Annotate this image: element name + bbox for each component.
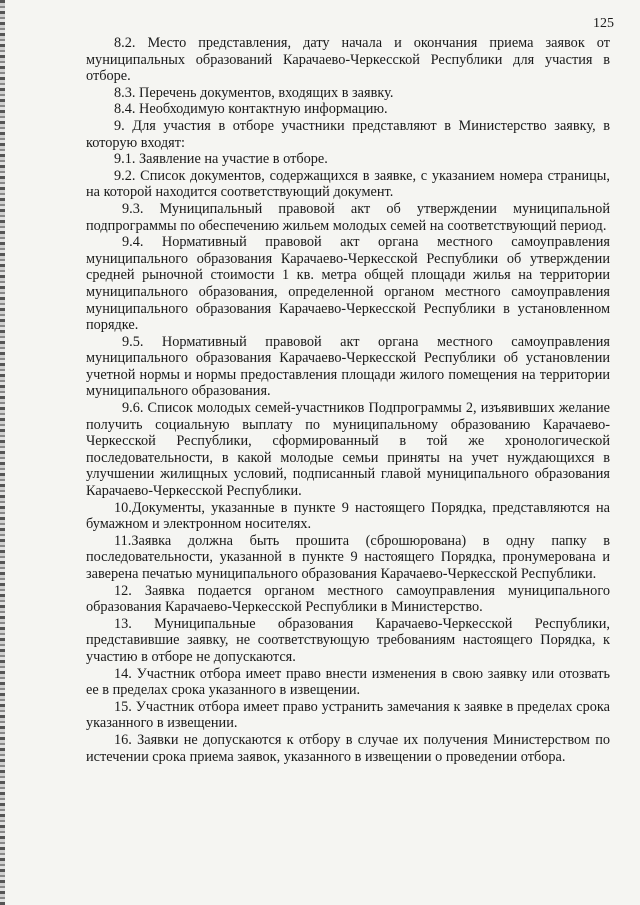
scan-edge xyxy=(0,0,5,905)
paragraph-13: 13. Муниципальные образования Карачаево-Черкесской Республики, представившие заявку, не соответствующую требованиям настоящего Порядка, к участию в отборе не допускаются. xyxy=(86,615,610,665)
paragraph-10: 10.Документы, указанные в пункте 9 настоящего Порядка, представляются на бумажном и электронном носителях. xyxy=(86,499,610,533)
paragraph-12: 12. Заявка подается органом местного самоуправления муниципального образования Карачаево-Черкесской Республики в Министерство. xyxy=(86,582,610,616)
paragraph-15: 15. Участник отбора имеет право устранить замечания к заявке в пределах срока указанного в извещении. xyxy=(86,698,610,732)
paragraph-8-4: 8.4. Необходимую контактную информацию. xyxy=(114,101,388,118)
paragraph-9-3: 9.3. Муниципальный правовой акт об утверждении муниципальной подпрограммы по обеспечению жильем молодых семей на соответствующий период. xyxy=(86,200,610,234)
paragraph-9: 9. Для участия в отборе участники представляют в Министерство заявку, в которую входят: xyxy=(86,117,610,151)
paragraph-8-2: 8.2. Место представления, дату начала и окончания приема заявок от муниципальных образований Карачаево-Черкесской Республики для участия в отборе. xyxy=(86,35,610,85)
paragraph-14: 14. Участник отбора имеет право внести изменения в свою заявку или отозвать ее в пределах срока указанного в извещении. xyxy=(86,665,610,699)
document-body xyxy=(86,35,610,765)
paragraph-9-4: 9.4. Нормативный правовой акт органа местного самоуправления муниципального образования Карачаево-Черкесской Республики об утверждении средней рыночной стоимости 1 кв. метра общей площади жилья на территории муниципального образования, определенной органом местного самоуправления муниципального образования Карачаево-Черкесской Республики в установленном порядке. xyxy=(86,234,610,334)
paragraph-8-3: 8.3. Перечень документов, входящих в заявку. xyxy=(114,84,394,101)
paragraph-9-1: 9.1. Заявление на участие в отборе. xyxy=(114,151,328,168)
paragraph-9-2: 9.2. Список документов, содержащихся в заявке, с указанием номера страницы, на которой находится соответствующий документ. xyxy=(86,167,610,201)
paragraph-9-5: 9.5. Нормативный правовой акт органа местного самоуправления муниципального образования Карачаево-Черкесской Республики об установлении учетной нормы и нормы предоставления площади жилого помещения на территории муниципального образования. xyxy=(86,333,610,400)
paragraph-16: 16. Заявки не допускаются к отбору в случае их получения Министерством по истечении срока приема заявок, указанного в извещении о проведении отбора. xyxy=(86,731,610,765)
page-number: 125 xyxy=(593,16,614,31)
paragraph-11: 11.Заявка должна быть прошита (сброшюрована) в одну папку в последовательности, указанной в пункте 9 настоящего Порядка, пронумерована и заверена печатью муниципального образования Карачаево-Черкесской Республики. xyxy=(86,532,610,582)
paragraph-9-6: 9.6. Список молодых семей-участников Подпрограммы 2, изъявивших желание получить социальную выплату по муниципальному образованию Карачаево-Черкесской Республики, сформированный в той же хронологической последовательности, в какой молодые семьи приняты на учет нуждающихся в улучшении жилищных условий, подписанный главой муниципального образования Карачаево-Черкесской Республики. xyxy=(86,400,610,500)
